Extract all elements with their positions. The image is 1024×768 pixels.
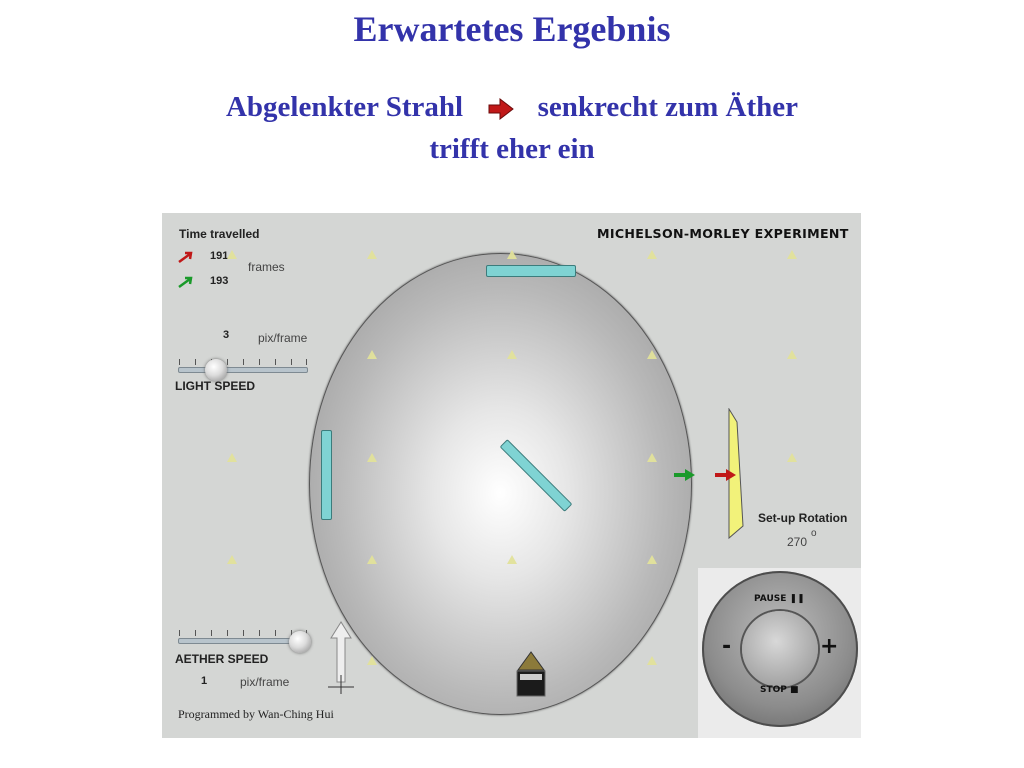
plus-button[interactable]: + (820, 634, 839, 659)
green-arrow-icon (673, 468, 697, 482)
red-arrow-icon (470, 94, 530, 124)
aether-speed-label: AETHER SPEED (175, 652, 269, 666)
michelson-morley-simulation (162, 213, 861, 738)
top-mirror (486, 265, 576, 277)
rotating-platform[interactable] (309, 253, 692, 715)
light-source (514, 650, 548, 700)
time-travelled-label: Time travelled (179, 227, 260, 241)
aether-speed-value: 1 (201, 675, 208, 687)
light-speed-ticks (179, 357, 307, 365)
slide-title: Erwartetes Ergebnis (353, 9, 671, 49)
degree-symbol: o (811, 528, 817, 539)
light-speed-value: 3 (223, 329, 230, 341)
aether-speed-unit: pix/frame (240, 675, 290, 689)
subtitle-line2: trifft eher ein (429, 133, 595, 165)
red-beam-frames: 191 (210, 250, 229, 262)
frames-unit: frames (248, 260, 285, 274)
red-arrow-icon (714, 468, 738, 482)
pause-button[interactable]: PAUSE ❚❚ (754, 594, 805, 604)
light-speed-unit: pix/frame (258, 331, 308, 345)
setup-rotation-label: Set-up Rotation (758, 511, 848, 525)
subtitle-part2: senkrecht zum Äther (537, 91, 799, 123)
control-pad-center[interactable] (742, 611, 818, 687)
subtitle-part1: Abgelenkter Strahl (225, 91, 464, 123)
control-pad (702, 571, 858, 727)
light-speed-knob[interactable] (205, 359, 227, 381)
setup-rotation-value: 270 (787, 535, 808, 549)
green-beam-frames: 193 (210, 275, 229, 287)
experiment-title: MICHELSON-MORLEY EXPERIMENT (597, 227, 849, 241)
aether-speed-knob[interactable] (289, 631, 311, 653)
minus-button[interactable]: - (722, 634, 732, 659)
green-arrow-icon (177, 275, 195, 289)
aether-direction-arrow-icon (324, 620, 358, 696)
left-mirror (321, 430, 332, 520)
credit-text: Programmed by Wan-Ching Hui (178, 707, 334, 721)
light-speed-label: LIGHT SPEED (175, 379, 256, 393)
stop-button[interactable]: STOP ■ (760, 685, 799, 695)
slide-subtitle (0, 86, 1024, 170)
aether-speed-ticks (179, 628, 307, 636)
light-speed-slider[interactable] (178, 367, 308, 373)
red-arrow-icon (177, 250, 195, 264)
